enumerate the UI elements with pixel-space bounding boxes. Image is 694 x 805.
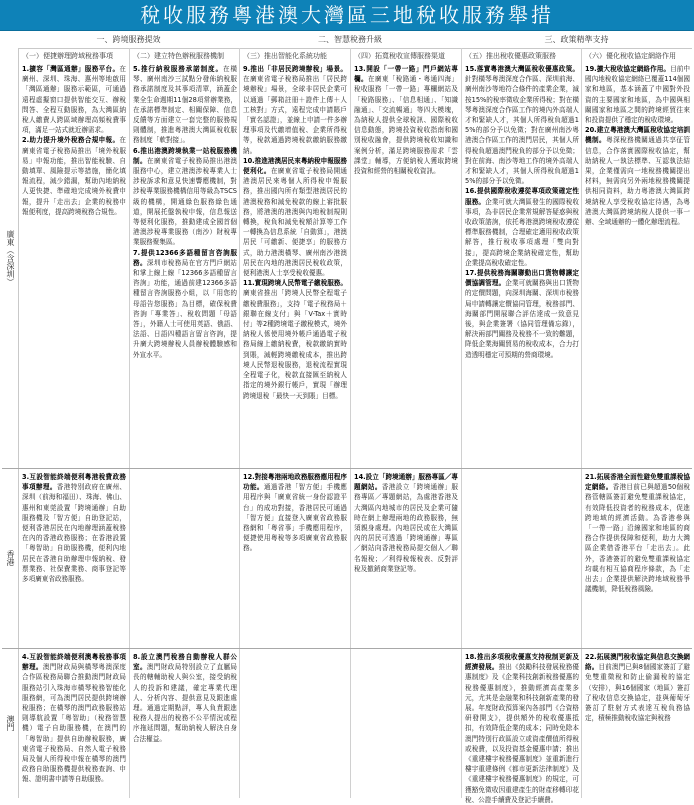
measure-cell-hk-3 [243, 472, 347, 646]
measure-body: 在廣東「稅路通・粵通四海」稅收服務「一帶一路」專欄網站及「稅路服務」、「信息相通」、「知識融通」、「交流暢通」等四大模塊，為納稅人提供全球稅訊、國際稅收信息動態，跨境投資稅收指南和國別稅收融會，提供跨境稅收知識和案例分析，滿足跨境服務需求「雲課堂」輔導，方便納稅人獲取跨境投資和經營的相關稅收資訊。 [354, 75, 459, 176]
header-service-mechanism: （二）建立特色辦稅服務機制 [133, 52, 224, 60]
row-divider [2, 468, 692, 469]
measure-title: 8.設立澳門稅務自動辦稅人群公室。 [133, 653, 237, 672]
measure-title: 3.互設智能終端便利粵港稅費政務事項辦理。 [22, 473, 126, 492]
measure-cell-gd-2 [133, 64, 237, 466]
measure-title: 17.提供稅務海關聯動出口貨物轉讓定價協調管理。 [465, 269, 579, 288]
measure-title: 10.推進港澳居民來粵納稅申報服務便利化。 [243, 156, 347, 176]
measure-cell-hk-6 [585, 472, 690, 646]
measure-title: 19.擴大稅收協定網絡作用。 [585, 65, 671, 73]
category-smart-tax: 二、智慧稅務升級 [239, 32, 461, 49]
measure-cell-hk-4 [354, 472, 458, 646]
header-tax-incentives: （五）推出稅收優惠政策服務 [465, 52, 556, 60]
measures-table [2, 32, 692, 804]
header-cross-region: （一）便捷辦理跨域稅務事項 [22, 52, 113, 60]
measure-title: 14.設立「跨境通辦」服務專區／專題網站。 [354, 473, 458, 492]
measure-cell-gd-5 [465, 64, 579, 466]
page-title: 稅收服務粵港澳大灣區三地稅收服務舉措 [140, 3, 554, 27]
measure-title: 13.開設「一帶一路」門戶網站專欄。 [354, 65, 458, 84]
measure-body: 香港特別政府在廣州、深圳（前海和福田）、珠海、佛山、惠州和東莞設置「跨境通辦」自助服務機及「智方便」自助登記站，便利香港居民在內地辦理涵蓋稅務在內的香港政務服務；在香港設置「粵智助」自助服務機，便利內地居民在香港自助辦理申報納稅、發票業務、社保費業務、商事登記等多項廣東省政務服務。 [22, 483, 127, 584]
measure-body: 澳門財政局與橫琴粵澳深度合作區稅務局聯合推動澳門財政局服務站引入珠海市橫琴稅務智能化服務網，可為澳門居民提供跨境辦稅服務；在橫琴的澳門政務服務站則導航設置「粵智助」（稅務智慧機）電子自助服務機，在澳門的「粵智助」提供自助辦稅服務，廣東省電子稅務局、自然人電子稅務局及個人所得稅申報在橫琴的澳門政務自助服務機提供稅務查詢、申報、證明書申請等自助服務。 [22, 663, 127, 784]
measure-title: 15.落實粵港澳大灣區稅收優惠政策。 [465, 65, 579, 73]
region-macau: 澳門 [2, 648, 19, 798]
measure-body: 粵深稅務機關通過共享征管信息，合作落實國際稅收協定，幫助納稅人一執法標準、互認執法結果，企業僅需向一地稅務機關提出材料，無需向另外兩地稅務機關提供相同資料，助力粵港澳大灣區跨境納稅人享受稅收協定待遇，為粵港澳大灣區跨境納稅人提供一事一辦、全域通辦的一體化辦理流程。 [585, 136, 691, 227]
measure-title: 5.推行納稅服務承諾制度。 [133, 65, 223, 73]
measure-body: 在廣東省電子稅務局開通港澳居民來粵個人所得稅申報服務，推出國內所有類型港澳居民的港澳稅務和減免稅款的線上審批服務，將港澳的港澳與內地稅制規則轉換，稅負和減免稅額計算等工作一轉換為信息系統「自動算」，港澳居民「可繳新、便捷享」的服務方式，助力港澳橫琴、廣州南沙港澳居民在內地的港澳居民稅收政策，便利港澳人士享受稅收優惠。 [243, 167, 348, 278]
measure-title: 7.提供12366多語種留言咨詢服務。 [133, 248, 237, 267]
measure-title: 11.實現跨境人民幣電子繳稅服務。 [243, 279, 347, 288]
measure-body: 深圳市稅務局在官方門戶網站和掌上線上線「12366多語種留言咨詢」功能，通過前建12366多語種留言咨詢服務小組，以「用您的母語告您服務」為目標，確保稅費咨詢「專業答」、稅收問題「母語答」，外籍人士可使用英語、俄語、法語、日語四種語言留言咨詢，提升廣大跨境辦稅人員辦稅體驗感和外宣水平。 [133, 258, 238, 359]
measure-cell-gd-3 [243, 64, 347, 466]
measure-body: 在廣州、深圳、珠海、惠州等地啟用「灣區通辦」服務示範區，可通過遠程虛擬窗口提供智能交互、辦稅問答、全程互動服務，為大灣區納稅人繳費人跨區域辦理高頻稅費事項，滿足一站式就近辦需求。 [22, 65, 126, 135]
measure-title: 21.拓展香港全面性避免雙重課稅協定網絡。 [585, 473, 690, 492]
measure-body: 香港目前已與超過50個稅務管轄區簽訂避免雙重課稅協定，有效降低投資者的稅務成本，促進跨地域的經濟活動。為香港參與「一帶一路」沿線國家和地區的商務合作提供保障和便利，助力大灣區企業借香港平台「走出去」。此外，香港簽訂的避免雙重課稅協定均載有相互協商程序條款，為「走出去」企業提供解決跨地域稅務爭議機制，降低稅務風險。 [585, 483, 691, 594]
region-guangdong: 廣東（含深圳） [2, 48, 19, 468]
measure-title: 12.對接粵港兩地政務服務應用程序功能。 [243, 473, 347, 492]
measure-body: 廣東省推出「跨境人民幣全程電子繳稅費服務」，支持「電子稅務局＋銀聯在線支付」與「V-Tax＋實時付」等2種跨境電子繳稅模式，境外納稅人係使用境外帳戶通過電子稅務局線上繳納稅費，稅款繳納實時到賬，減輕跨境繳稅成本，推出跨境人民幣退稅服務，退稅流程實現全程電子化，稅款直接匯至納稅人指定的境外銀行帳戶，實現「辦理跨境退稅「最快一天到賬」目標。 [243, 289, 347, 400]
column-divider [461, 48, 462, 798]
measure-title: 1.擴容「灣區通辦」服務平台。 [22, 65, 120, 73]
measure-body: 通過香港「智方便」手機應用程序與「廣東省統一身份認證平台」的成功對接，香港居民可通過「智方便」直接登入廣東省政務服務網和「粵省事」手機應用程序，便捷使用粵稅等多項廣東省政務服務。 [243, 483, 348, 553]
title-banner [0, 0, 694, 31]
measure-cell-gd-1 [22, 64, 126, 466]
measure-body: 企業可就關務與出口貨物的定價問題，向深圳海關、深圳市稅務局申請轉讓定價協同管理，稅務部門、海關部門開展聯合評估達成一致意見後，與企業簽署（協同管理備忘錄），解決兩部門關務及稅務不一致的難題，降低企業海關貿易的稅收成本，合力打造透明穩定可預期的營商環境。 [465, 279, 580, 359]
measure-title: 9.推出「非居民跨境辦稅」場景。 [243, 65, 347, 73]
header-publicity-channels: （四）拓寬稅收宣傳服務渠道 [354, 52, 445, 60]
measure-body: 推出《鼓勵科技發展稅務優惠制度》及《企業科技創新稅務優惠的稅務優惠制度》，推動經濟高產業多元，尤其是金融業和科技創新產業的發展。年度財政預算案內各部門《合資格研發開支》，提供額外的稅收優惠抵扣，有效降低企業的成本；同時免除本澳門特別行政區設立或資產價值所得稅或稅費，以及投資基金優惠申請；推出《重建樓宇稅務優惠制度》並重新進行樓宇重建條例《都市更新法律制度》及《重建樓宇稅務優惠制度》的規定，可獲豁免徵收因重建產生的財產移轉印花稅、公證手續費及登記手續費。 [465, 663, 580, 804]
measure-cell-mo-5 [465, 652, 580, 804]
region-hongkong: 香港 [2, 468, 19, 648]
measure-cell-gd-6 [585, 64, 690, 466]
measure-cell-mo-6 [585, 652, 690, 796]
measure-body: 在廣東省電子稅務局推出港澳服務中心，建立港澳涉稅專業人士涉稅訴求和意見快速響應機制，對涉稅專業服務機構信用等級為TSCS級的機構，開通綠色服務綠色通道，開展托盤執稅申報，信息報送等便利化服務，推動建成全國首個港澳涉稅專業服務（南沙）財稅專業服務聚集區。 [133, 156, 238, 247]
header-smart-functions: （三）推出智能化系統功能 [243, 52, 327, 60]
column-divider [129, 48, 130, 798]
measure-body: 香港設立「跨境通辦」服務專區／專題網站，為處港香港及大灣區內地城市的居民及企業可隨時在網上辦理兩地的政務服務，無須親身處理。內地居民或在大灣區內的居民可透過「跨境通辦」專區／網站向香港稅務局提交個人／聯名報稅；／利得稅報稅表、反對評稅及撤銷商業登記等。 [354, 483, 459, 573]
column-divider [581, 48, 582, 798]
measure-body: 在橫琴、廣州南沙三試點分發佈納稅服務承諾制度及其事項清單，涵蓋企業全生命週期11個28項常辦業務，在承諾標準制定、相關保障、信息反饋等方面建立一套完整的服務規則體制，推進粵港澳大灣區稅收服務制度「軟對接」。 [133, 65, 238, 145]
column-divider [350, 48, 351, 798]
measure-title: 18.推出多項稅收優惠支持稅制更新及經濟發展。 [465, 653, 579, 672]
measure-body: 目前澳門已與8個國家簽訂了避免雙重徵稅和防止偷漏稅的協定（安排），與16個國家（地區）簽訂了稅收信息交換協定，並與葡萄牙簽訂了駐射方式表達互稅負務協定，積極推動稅收協定與稅務 [585, 663, 691, 723]
measure-cell-gd-4 [354, 64, 458, 466]
measure-title: 20.建立粵港澳大灣區稅收協定培訓機制。 [585, 126, 690, 145]
category-cross-border: 一、跨境服務提效 [18, 32, 239, 49]
category-policy-support: 三、政策精準支持 [461, 32, 692, 49]
measure-body: 企業可就大灣區發生的國際稅收事項，為非居民企業常規解答疑惑與稅收政策諮詢，依托粵港澳跨境稅收遵從標準服務機制，合理確定適用稅收政策解答，推行稅收事項處理「雙向對接」，提高跨境企業納稅確定性，幫助企業提高稅收確定性。 [465, 197, 580, 267]
measure-cell-mo-2 [133, 652, 237, 796]
measure-body: 在廣東省電子稅務局推出「境外稅服易」申報功能，推出智能稅驗、自動填單、風險提示等措施，簡化填報流程，減少錯漏，幫助內地納稅人更快捷、準確地完成境外稅費申報，提升「走出去」企業的稅務申報便利度，提高跨境稅務合規性。 [22, 136, 126, 216]
row-divider [2, 648, 692, 649]
measure-cell-hk-1 [22, 472, 126, 646]
measure-body: 針對橫琴粵澳深度合作區、深圳前海、廣州南沙等地符合條件的產業企業，減按15%的稅率徵收企業所得稅；對在橫琴粵澳深度合作區工作的境內外高端人才和緊缺人才，其個人所得稅負超過15%的部分予以免徵；對在廣州南沙粵港澳合作區工作的澳門居民，其個人所得稅負超過澳門稅負的部分予以免徵；對在前海、南沙等地工作的境外高端人才和緊缺人才，其個人所得稅負超過15%的部分予以免徵。 [465, 75, 579, 186]
measure-title: 6.推出港澳跨境執業一站稅服務機制。 [133, 146, 237, 165]
measure-body: 澳門財政局特別設立了直屬局長的轄輔助稅人與公室，接受納稅人的投訴和建議，確定專業代理人、分析內容、提供意見及跟進處理。通過定期點評，專人負責跟進稅務人提出的稅務不公平情況或程序拖延問題，幫助納稅人解決自身合法權益。 [133, 663, 238, 743]
measure-title: 16.提供國際稅收遵從專項政策確定性服務。 [465, 187, 579, 206]
measure-body: 在廣東省電子稅務局推出「居民跨境辦稅」場景，全球非居民企業可以通過「郵箱註冊＋證件上傳＋人工核對」方式，遠程完成申請賬戶「實名認證」，並線上申請一件多辦理事項及代繳增值稅、企業所得稅等，稅款通過跨境稅款繳納服務繳納。 [243, 75, 347, 155]
measure-title: 22.拓展澳門稅收協定與信息交換網絡。 [585, 653, 690, 672]
column-divider [239, 48, 240, 798]
measure-title: 4.互設智能終端便利澳粵稅務事項辦理。 [22, 653, 126, 672]
header-treaty-network: （六）優化稅收協定網絡作用 [585, 52, 676, 60]
measure-body: 目前中國內地稅收協定網絡已覆蓋114個國家和地區，基本涵蓋了中國對外投資的主要國家和地區，為中國與相關國家和地區之間的跨境經貿往來和投資提供了穩定的稅收環境。 [585, 65, 691, 125]
measure-title: 2.助力提升境外稅務合規申報。 [22, 136, 120, 145]
measure-cell-mo-1 [22, 652, 126, 796]
